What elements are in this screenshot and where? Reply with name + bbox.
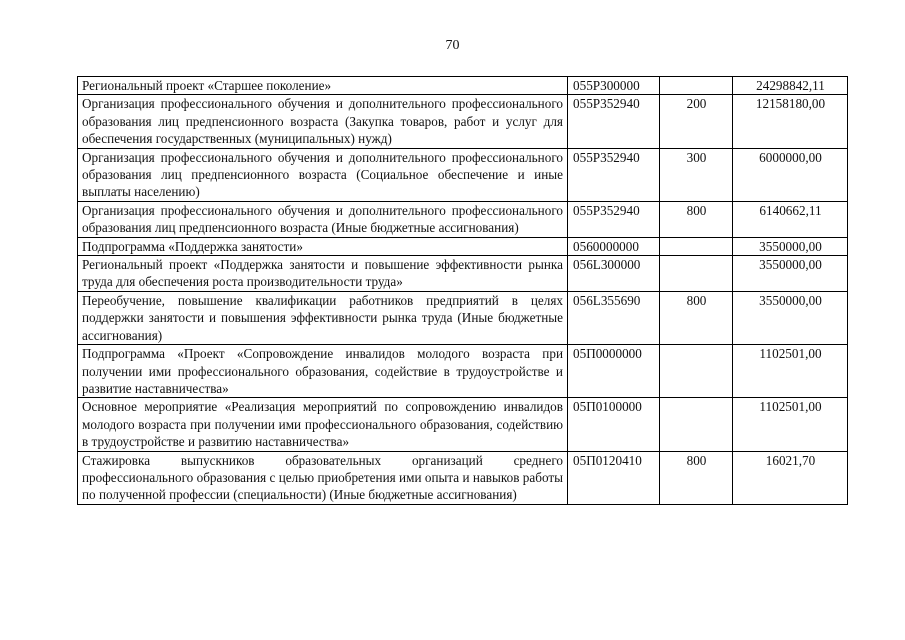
row-amount: 24298842,11 xyxy=(733,77,848,95)
row-target-article-code: 05П0000000 xyxy=(568,345,660,398)
row-expense-type-code: 800 xyxy=(660,201,733,237)
row-expense-type-code xyxy=(660,237,733,255)
row-target-article-code: 05П0120410 xyxy=(568,451,660,504)
row-amount: 12158180,00 xyxy=(733,95,848,148)
table-row xyxy=(78,345,848,398)
table-row xyxy=(78,398,848,451)
table-row xyxy=(78,201,848,237)
row-expense-type-code xyxy=(660,345,733,398)
row-expense-type-code xyxy=(660,256,733,292)
row-amount: 6140662,11 xyxy=(733,201,848,237)
row-target-article-code: 055P352940 xyxy=(568,148,660,201)
row-target-article-code: 055P352940 xyxy=(568,201,660,237)
page-number: 70 xyxy=(445,38,460,53)
row-target-article-code: 05П0100000 xyxy=(568,398,660,451)
row-name: Организация профессионального обучения и дополнительного профессионального образования лиц предпенсионного возраста (Иные бюджетные ассигнования) xyxy=(78,201,568,237)
row-amount: 3550000,00 xyxy=(733,256,848,292)
row-expense-type-code: 300 xyxy=(660,148,733,201)
row-amount: 3550000,00 xyxy=(733,237,848,255)
row-name: Региональный проект «Старшее поколение» xyxy=(78,77,568,95)
row-amount: 3550000,00 xyxy=(733,291,848,344)
row-name: Подпрограмма «Проект «Сопровождение инвалидов молодого возраста при получении ими профессионального образования, содействие в трудоустройстве и развитие наставничества» xyxy=(78,345,568,398)
row-target-article-code: 055P352940 xyxy=(568,95,660,148)
row-name: Стажировка выпускников образовательных организаций среднего профессионального образования с целью приобретения ими опыта и навыков работы по полученной профессии (специальности) (Иные бюджетные ассигнования) xyxy=(78,451,568,504)
row-target-article-code: 0560000000 xyxy=(568,237,660,255)
row-amount: 6000000,00 xyxy=(733,148,848,201)
budget-table xyxy=(77,76,848,505)
row-name: Подпрограмма «Поддержка занятости» xyxy=(78,237,568,255)
table-row xyxy=(78,291,848,344)
row-amount: 1102501,00 xyxy=(733,398,848,451)
table-row xyxy=(78,451,848,504)
row-expense-type-code xyxy=(660,398,733,451)
row-amount: 1102501,00 xyxy=(733,345,848,398)
row-expense-type-code xyxy=(660,77,733,95)
table-row xyxy=(78,237,848,255)
row-target-article-code: 056L355690 xyxy=(568,291,660,344)
row-expense-type-code: 800 xyxy=(660,451,733,504)
row-expense-type-code: 200 xyxy=(660,95,733,148)
table-row xyxy=(78,77,848,95)
row-name: Организация профессионального обучения и дополнительного профессионального образования лиц предпенсионного возраста (Закупка товаров, работ и услуг для обеспечения государственных (муниципальных) нужд) xyxy=(78,95,568,148)
table-row xyxy=(78,148,848,201)
table-row xyxy=(78,256,848,292)
row-target-article-code: 055P300000 xyxy=(568,77,660,95)
table-row xyxy=(78,95,848,148)
row-name: Основное мероприятие «Реализация мероприятий по сопровождению инвалидов молодого возраста при получении ими профессионального образования, содействию в трудоустройстве и развитию наставничества» xyxy=(78,398,568,451)
row-name: Организация профессионального обучения и дополнительного профессионального образования лиц предпенсионного возраста (Социальное обеспечение и иные выплаты населению) xyxy=(78,148,568,201)
row-target-article-code: 056L300000 xyxy=(568,256,660,292)
row-expense-type-code: 800 xyxy=(660,291,733,344)
row-amount: 16021,70 xyxy=(733,451,848,504)
row-name: Переобучение, повышение квалификации работников предприятий в целях поддержки занятости и повышения эффективности рынка труда (Иные бюджетные ассигнования) xyxy=(78,291,568,344)
row-name: Региональный проект «Поддержка занятости и повышение эффективности рынка труда для обеспечения роста производительности труда» xyxy=(78,256,568,292)
